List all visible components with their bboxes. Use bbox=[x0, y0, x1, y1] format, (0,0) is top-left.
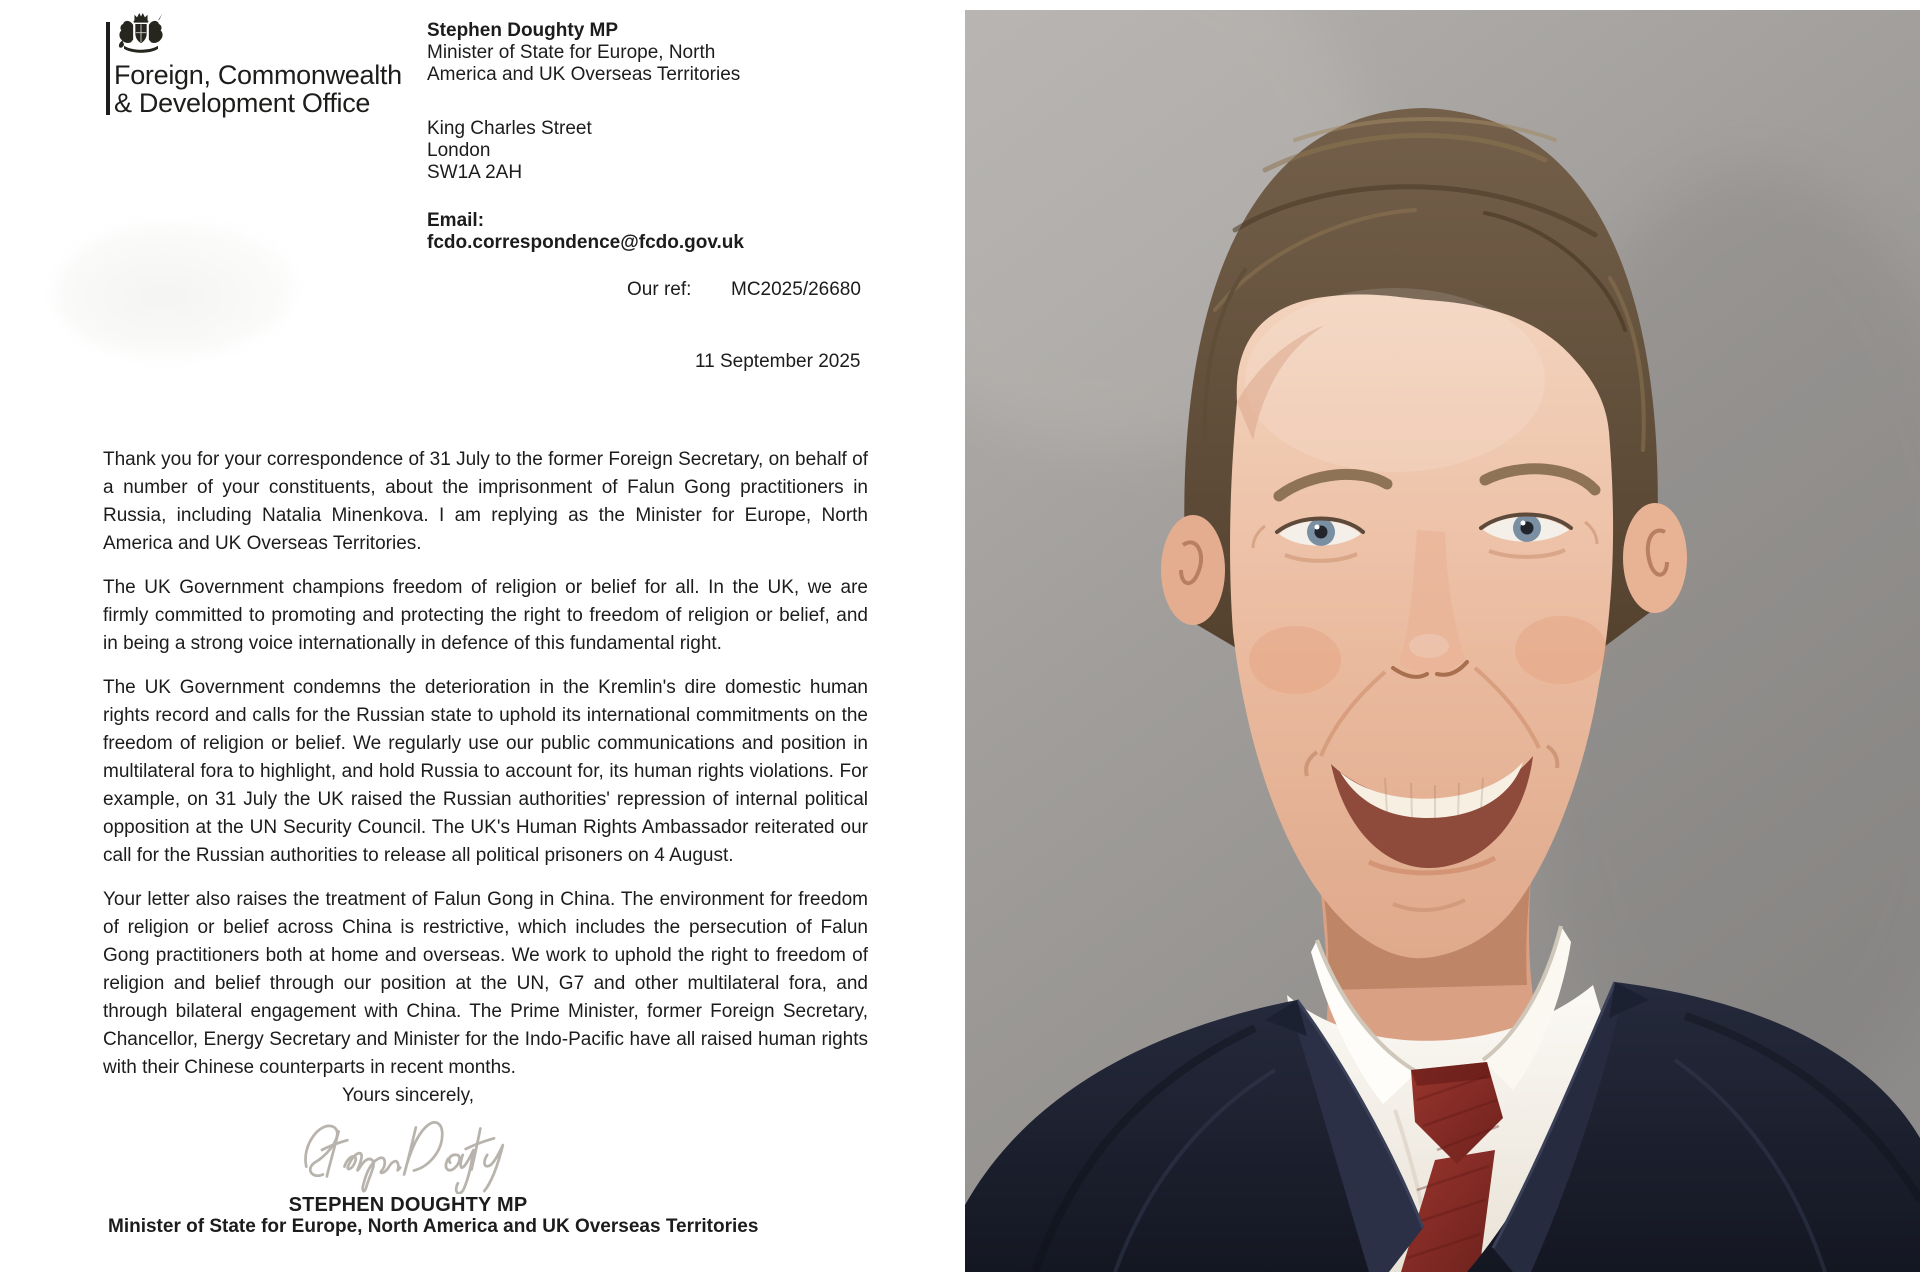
redacted-recipient-address bbox=[55, 222, 295, 357]
sender-title-line1: Minister of State for Europe, North bbox=[427, 42, 716, 63]
fcdo-wordmark-line2: & Development Office bbox=[114, 88, 371, 118]
sender-name: Stephen Doughty MP bbox=[427, 20, 619, 41]
closing-block bbox=[108, 1085, 759, 1238]
signatory-name: STEPHEN DOUGHTY MP bbox=[288, 1194, 528, 1216]
our-ref-label: Our ref: bbox=[627, 279, 692, 300]
fcdo-wordmark bbox=[114, 61, 402, 117]
letter-date: 11 September 2025 bbox=[695, 351, 861, 372]
valediction: Yours sincerely, bbox=[341, 1085, 474, 1106]
signatory-title: Minister of State for Europe, North America and UK Overseas Territories bbox=[108, 1216, 759, 1237]
sender-street: King Charles Street bbox=[427, 118, 592, 139]
paragraph-3: The UK Government condemns the deterioration in the Kremlin's dire domestic human rights record and calls for the Russian state to uphold its international commitments on the freedom of religion or belief. We regularly use our public communications and position in multilateral fora to highlight, and hold Russia to account for, its human rights violations. For example, on 31 July the UK raised the Russian authorities' repression of internal political opposition at the UN Security Council. The UK's Human Rights Ambassador reiterated our call for the Russian authorities to release all political prisoners on 4 August. bbox=[103, 677, 868, 866]
email-label: Email: bbox=[427, 210, 485, 231]
fcdo-logo-bar bbox=[106, 22, 110, 115]
letter-body bbox=[103, 446, 868, 1098]
email-address: fcdo.correspondence@fcdo.gov.uk bbox=[427, 232, 744, 253]
our-ref-value: MC2025/26680 bbox=[731, 279, 861, 300]
paragraph-4: Your letter also raises the treatment of Falun Gong in China. The environment for freedom of religion or belief across China is restrictive, which includes the persecution of Falun Gong practitioners both at home and overseas. We work to uphold the right to freedom of religion and belief through our position at the UN, G7 and other multilateral fora, and through bilateral engagement with China. The Prime Minister, former Foreign Secretary, Chancellor, Energy Secretary and Minister for the Indo-Pacific have all raised human rights with their Chinese counterparts in recent months. bbox=[103, 889, 868, 1078]
sender-title-line2: America and UK Overseas Territories bbox=[427, 64, 741, 85]
sender-postcode: SW1A 2AH bbox=[427, 162, 523, 183]
handwritten-signature bbox=[290, 1106, 526, 1194]
paragraph-1: Thank you for your correspondence of 31 July to the former Foreign Secretary, on behalf of a number of your constituents, about the imprisonment of Falun Gong practitioners in Russia, including Natalia Minenkova. I am replying as the Minister for Europe, North America and UK Overseas Territories. bbox=[103, 449, 868, 554]
paragraph-2: The UK Government champions freedom of religion or belief for all. In the UK, we are firmly committed to promoting and protecting the right to freedom of religion or belief, and in being a strong voice internationally in defence of this fundamental right. bbox=[103, 577, 868, 654]
sender-city: London bbox=[427, 140, 491, 161]
royal-crest-icon bbox=[112, 10, 170, 58]
fcdo-wordmark-line1: Foreign, Commonwealth bbox=[114, 60, 402, 90]
portrait-photo bbox=[965, 10, 1920, 1272]
sender-address-block bbox=[427, 20, 742, 254]
